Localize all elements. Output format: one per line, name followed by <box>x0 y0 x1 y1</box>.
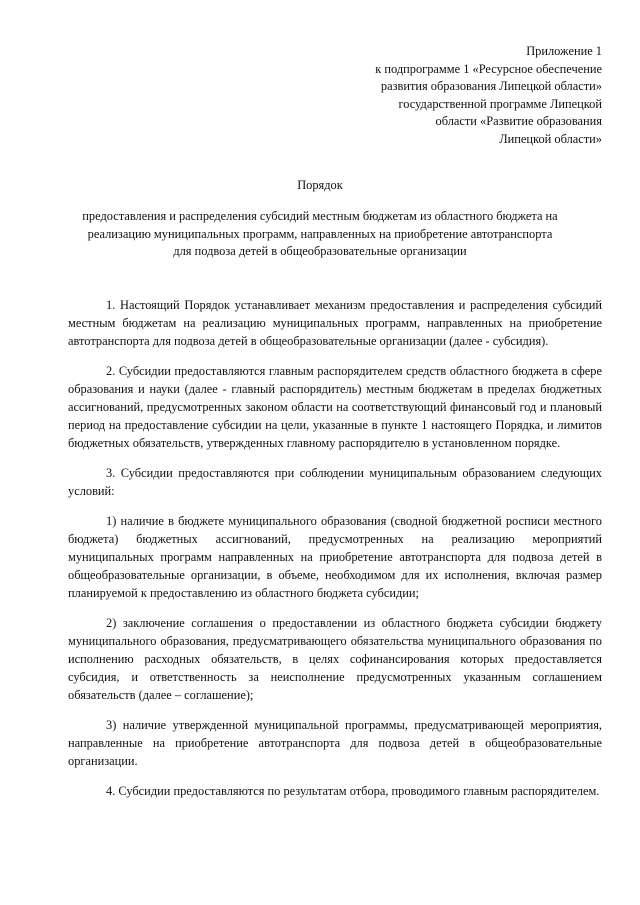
appendix-line: Липецкой области» <box>499 131 602 146</box>
appendix-line: к подпрограмме 1 «Ресурсное обеспечение <box>375 61 602 76</box>
document-title: Порядок <box>297 178 343 192</box>
paragraph-2: 2. Субсидии предоставляются главным распорядителем средств областного бюджета в сфере образования и науки (далее - главный распорядитель) местным бюджетам в пределах бюджетных ассигнований, предусмотренных законом области на соответствующий финансовый год и плановый период на предоставление субсидии на цели, указанные в пункте 1 настоящего Порядка, и лимитов бюджетных обязательств, утвержденных главному распорядителю в установленном порядке. <box>68 364 602 450</box>
appendix-header <box>282 43 602 148</box>
appendix-line: области «Развитие образования <box>435 114 602 128</box>
paragraph-4: 4. Субсидии предоставляются по результатам отбора, проводимого главным распорядителем. <box>106 784 600 798</box>
paragraph-3: 3. Субсидии предоставляются при соблюдении муниципальным образованием следующих условий: <box>68 466 602 498</box>
paragraph-1: 1. Настоящий Порядок устанавливает механизм предоставления и распределения субсидий местным бюджетам на реализацию муниципальных программ, направленных на приобретение автотранспорта для подвоза детей в общеобразовательные организации (далее - субсидия). <box>68 298 602 348</box>
condition-1: 1) наличие в бюджете муниципального образования (сводной бюджетной росписи местного бюджета) бюджетных ассигнований, предусмотренных на реализацию мероприятий муниципальных программ направленных на приобретение автотранспорта для подвоза детей в общеобразовательные организации, в объеме, необходимом для их исполнения, включая размер планируемой к предоставлению из областного бюджета субсидии; <box>68 514 602 600</box>
appendix-line: развития образования Липецкой области» <box>380 79 602 93</box>
document-subtitle: предоставления и распределения субсидий местным бюджетам из областного бюджета на реализацию муниципальных программ, направленных на приобретение автотранспорта для подвоза детей в общеобразовательные организации <box>82 209 558 258</box>
document-body <box>68 296 602 812</box>
condition-3: 3) наличие утвержденной муниципальной программы, предусматривающей мероприятия, направленные на приобретение автотранспорта для подвоза детей в общеобразовательные организации. <box>68 718 602 768</box>
appendix-line: государственной программе Липецкой <box>398 96 602 111</box>
condition-2: 2) заключение соглашения о предоставлении из областного бюджета субсидии бюджету муниципального образования, предусматривающего обязательства муниципального образования по исполнению расходных обязательств, в целях софинансирования которых предоставляется субсидия, и ответственность за неисполнение предусмотренных указанным соглашением обязательств (далее – соглашение); <box>68 616 602 702</box>
appendix-line: Приложение 1 <box>526 44 602 58</box>
